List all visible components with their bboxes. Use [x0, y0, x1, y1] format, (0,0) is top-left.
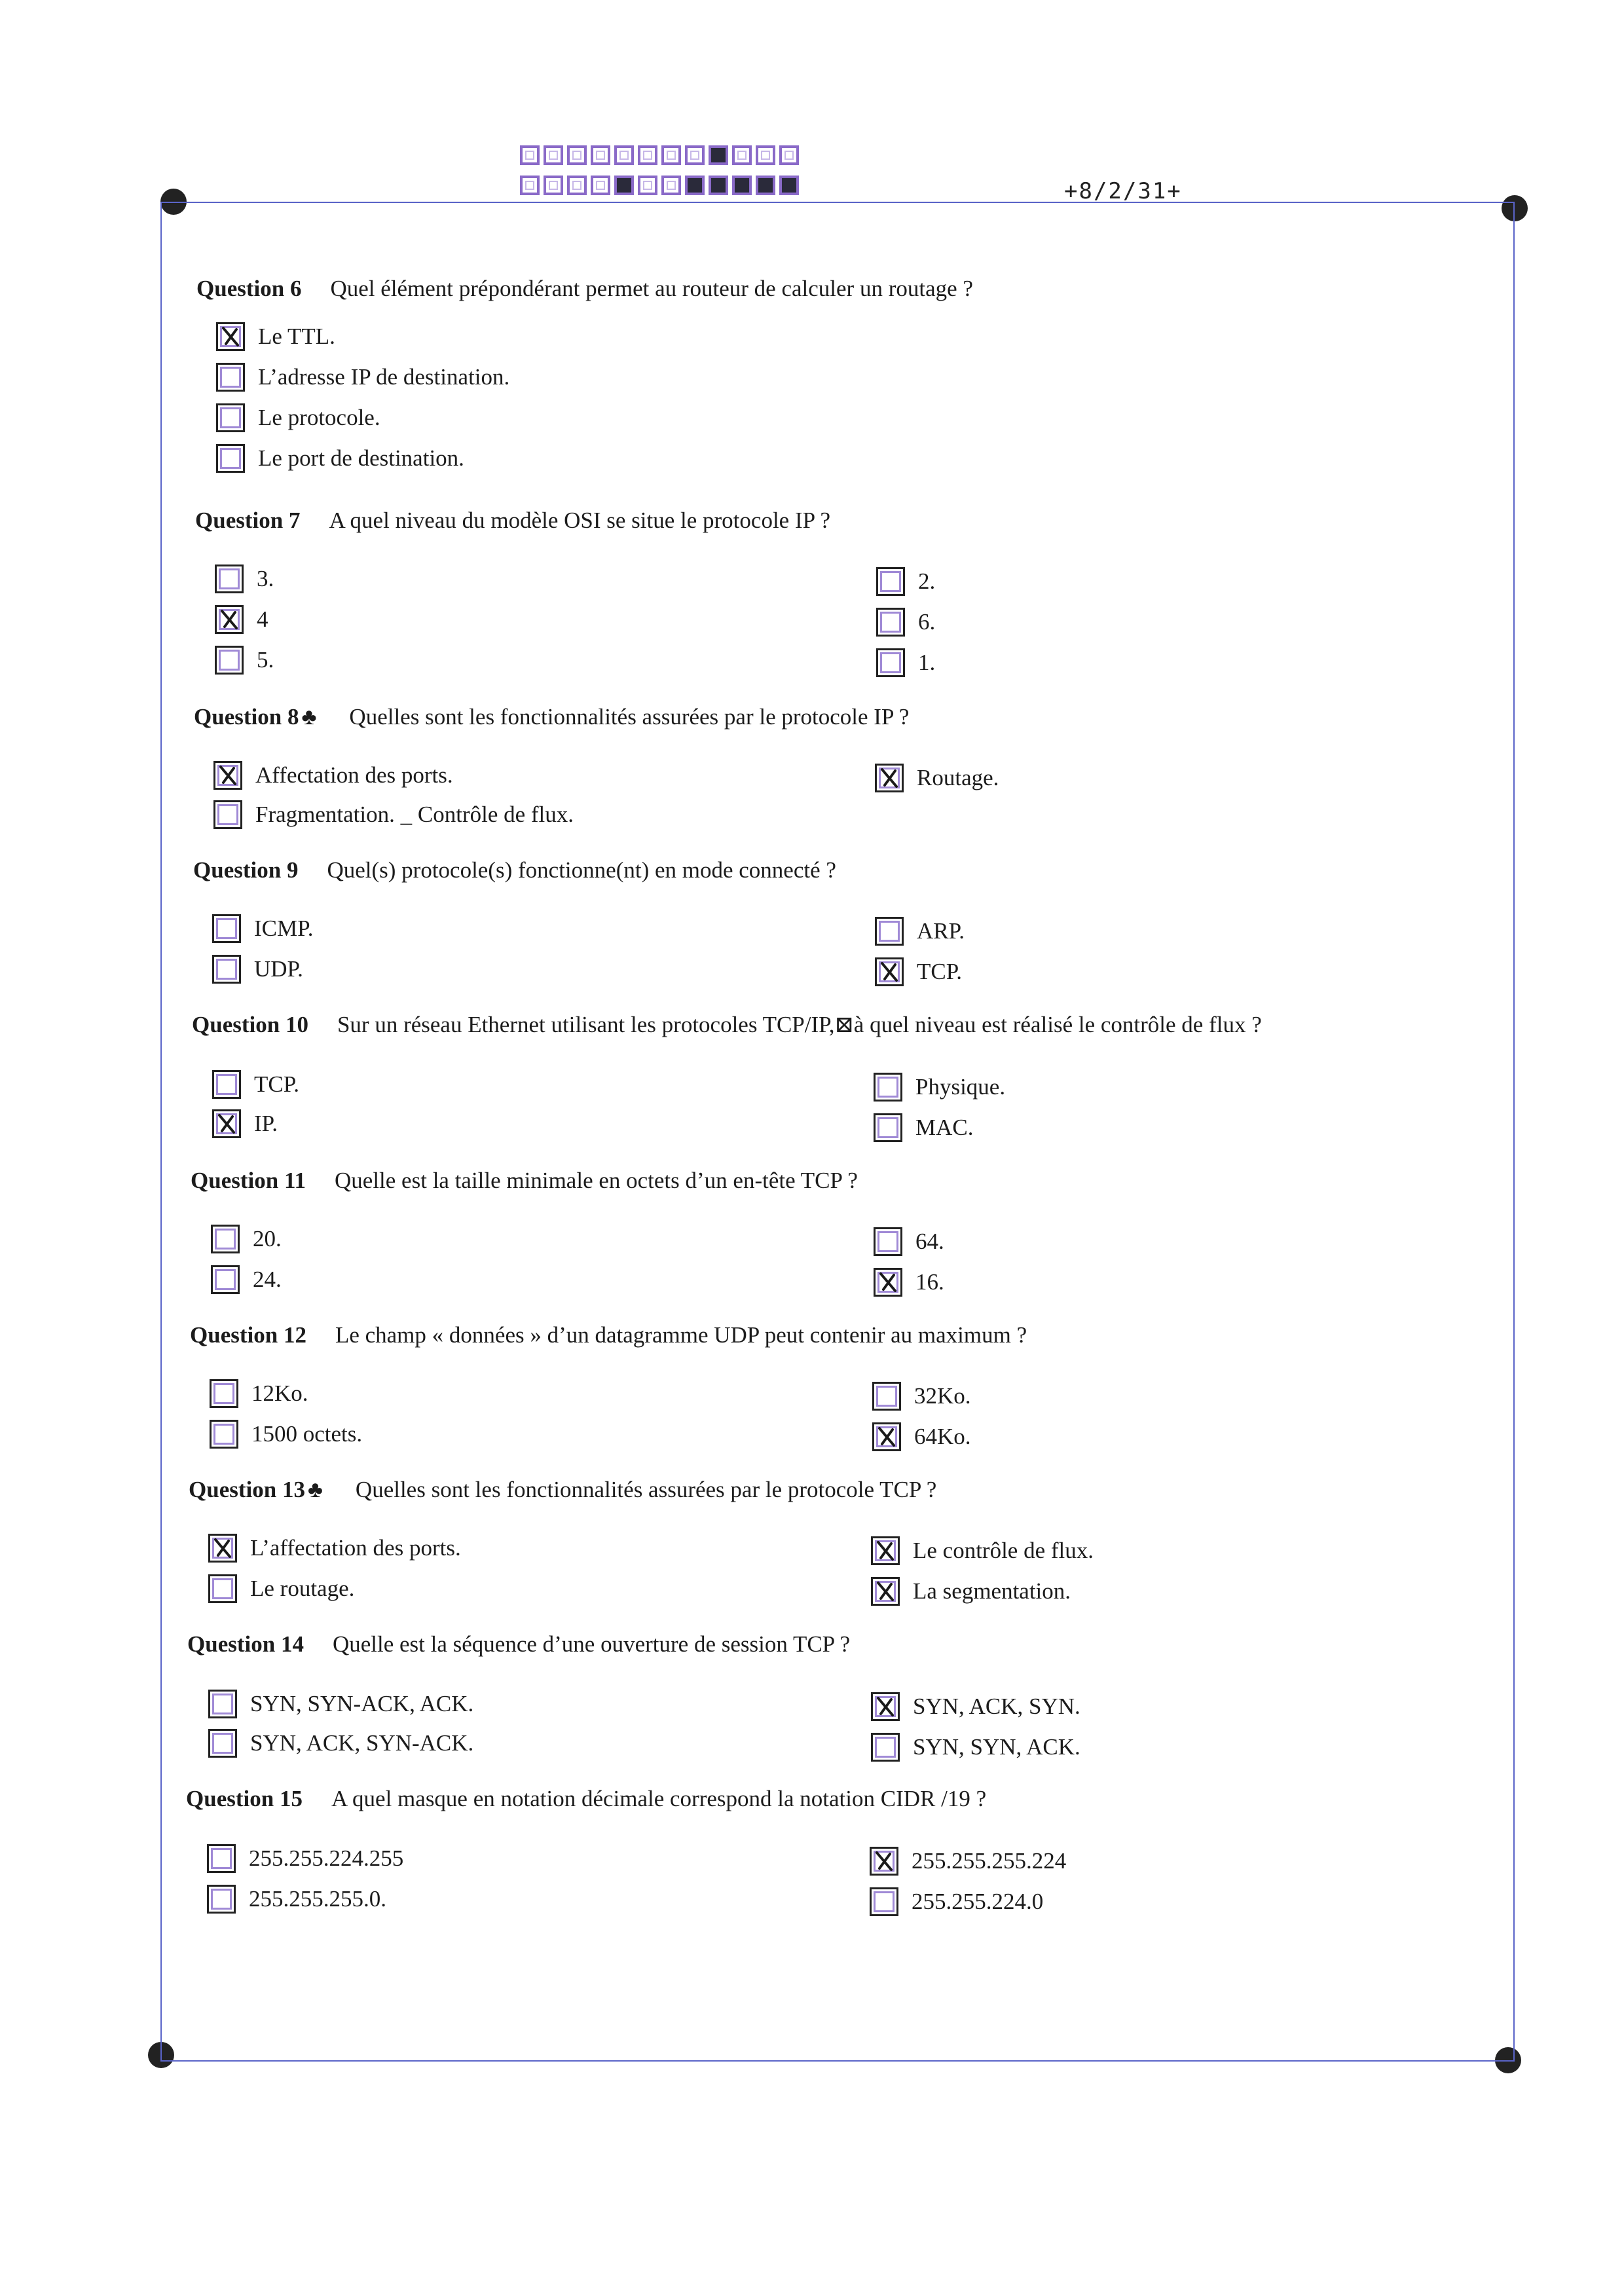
answer-label: 16. — [915, 1269, 944, 1295]
question-label: Question 8 ♣ — [194, 704, 317, 730]
answer-label: 3. — [257, 566, 274, 591]
checkbox[interactable] — [874, 1268, 902, 1297]
answer-label: 255.255.224.0 — [912, 1889, 1044, 1914]
check-mark-icon — [212, 1422, 236, 1447]
answer-label: MAC. — [915, 1115, 974, 1140]
barcode-cell — [661, 176, 681, 195]
answer-option[interactable] — [875, 957, 962, 986]
barcode-cell — [685, 145, 705, 165]
question-13 — [189, 1475, 936, 1505]
check-mark-icon — [878, 610, 903, 635]
barcode-cell — [591, 145, 610, 165]
checkbox[interactable] — [871, 1692, 900, 1721]
answer-option[interactable] — [875, 764, 999, 792]
question-label: Question 9 — [193, 857, 299, 883]
check-mark-icon — [873, 1538, 898, 1563]
answer-label: ARP. — [917, 918, 965, 944]
checkbox[interactable] — [208, 1690, 237, 1718]
answer-option[interactable] — [215, 646, 274, 675]
answer-option[interactable] — [208, 1574, 354, 1603]
answer-option[interactable] — [210, 1379, 308, 1408]
answer-label: 5. — [257, 647, 274, 673]
question-text: Quelles sont les fonctionnalités assurées par le protocole TCP ? — [355, 1477, 937, 1502]
answer-option[interactable] — [871, 1692, 1080, 1721]
barcode-cell — [614, 145, 634, 165]
answer-option[interactable] — [208, 1690, 473, 1718]
question-text: Quel(s) protocole(s) fonctionne(nt) en mode connecté ? — [327, 857, 836, 883]
answer-option[interactable] — [216, 363, 509, 392]
check-mark-icon — [872, 1889, 896, 1914]
checkbox[interactable] — [871, 1733, 900, 1762]
question-7 — [195, 506, 830, 536]
barcode-cell — [591, 176, 610, 195]
barcode-cell — [661, 145, 681, 165]
checkbox[interactable] — [215, 646, 244, 675]
page-frame — [160, 202, 1515, 2062]
answer-label: UDP. — [254, 956, 303, 982]
answer-label: TCP. — [917, 959, 963, 984]
barcode-cell — [614, 176, 634, 195]
checkbox[interactable] — [213, 761, 242, 790]
question-label: Question 13 ♣ — [189, 1477, 323, 1502]
check-mark-icon — [214, 916, 239, 941]
answer-option[interactable] — [212, 914, 313, 943]
answer-label: Physique. — [915, 1074, 1006, 1100]
answer-option[interactable] — [871, 1577, 1071, 1606]
page-barcode-row-2 — [520, 176, 803, 195]
barcode-cell — [520, 176, 540, 195]
answer-option[interactable] — [212, 955, 303, 984]
question-text: A quel masque en notation décimale correspond la notation CIDR /19 ? — [331, 1786, 987, 1811]
answer-option[interactable] — [208, 1729, 473, 1758]
answer-option[interactable] — [874, 1268, 944, 1297]
answer-label: 24. — [253, 1267, 282, 1292]
checkbox[interactable] — [211, 1225, 240, 1253]
checkbox[interactable] — [208, 1729, 237, 1758]
answer-option[interactable] — [876, 567, 935, 596]
check-mark-icon — [215, 763, 240, 788]
question-text: Quelle est la taille minimale en octets d’un en-tête TCP ? — [335, 1168, 858, 1193]
question-label: Question 7 — [195, 508, 301, 533]
answer-label: 64Ko. — [914, 1424, 971, 1449]
answer-label: 12Ko. — [251, 1380, 308, 1406]
answer-option[interactable] — [216, 403, 380, 432]
barcode-cell — [567, 176, 587, 195]
check-mark-icon — [210, 1692, 235, 1716]
question-label: Question 14 — [187, 1631, 304, 1657]
barcode-cell — [638, 176, 657, 195]
checkbox[interactable] — [870, 1847, 898, 1876]
answer-option[interactable] — [874, 1073, 1005, 1102]
answer-label: Le routage. — [250, 1576, 355, 1601]
answer-option[interactable] — [211, 1265, 282, 1294]
barcode-cell — [685, 176, 705, 195]
checkbox[interactable] — [212, 1109, 241, 1138]
answer-option[interactable] — [213, 800, 574, 829]
answer-label: 32Ko. — [914, 1383, 971, 1409]
check-mark-icon — [877, 766, 902, 790]
question-12 — [190, 1320, 1027, 1350]
answer-label: Le port de destination. — [258, 445, 464, 471]
checkbox[interactable] — [872, 1422, 901, 1451]
checkbox[interactable] — [876, 648, 905, 677]
barcode-cell — [567, 145, 587, 165]
check-mark-icon — [873, 1579, 898, 1604]
answer-option[interactable] — [870, 1847, 1066, 1876]
answer-option[interactable] — [212, 1070, 299, 1099]
checkbox[interactable] — [876, 567, 905, 596]
check-mark-icon — [873, 1735, 898, 1760]
answer-label: Le TTL. — [258, 324, 335, 349]
answer-label: 255.255.224.255 — [249, 1845, 404, 1871]
checkbox[interactable] — [875, 917, 904, 946]
barcode-cell — [709, 145, 728, 165]
answer-option[interactable] — [207, 1885, 386, 1914]
check-mark-icon — [874, 1384, 899, 1409]
checkbox[interactable] — [874, 1227, 902, 1256]
answer-option[interactable] — [216, 322, 335, 351]
question-label: Question 12 — [190, 1322, 306, 1348]
checkbox[interactable] — [207, 1885, 236, 1914]
question-8 — [194, 702, 909, 732]
question-11 — [191, 1166, 858, 1196]
check-mark-icon — [212, 1381, 236, 1406]
answer-option[interactable] — [874, 1227, 944, 1256]
check-mark-icon — [210, 1731, 235, 1756]
check-mark-icon — [876, 1270, 900, 1295]
checkbox[interactable] — [216, 403, 245, 432]
question-label: Question 6 — [196, 276, 302, 301]
answer-label: Le contrôle de flux. — [913, 1538, 1094, 1563]
question-text: A quel niveau du modèle OSI se situe le protocole IP ? — [329, 508, 831, 533]
checkbox[interactable] — [876, 608, 905, 637]
barcode-cell — [756, 176, 775, 195]
question-10 — [192, 1010, 1262, 1040]
answer-option[interactable] — [215, 605, 268, 634]
checkbox[interactable] — [874, 1073, 902, 1102]
checkbox[interactable] — [212, 914, 241, 943]
checkbox[interactable] — [215, 565, 244, 593]
barcode-cell — [520, 145, 540, 165]
check-mark-icon — [213, 1227, 238, 1251]
answer-label: 6. — [918, 609, 936, 635]
answer-label: IP. — [254, 1111, 278, 1136]
checkbox[interactable] — [212, 955, 241, 984]
answer-label: 4 — [257, 606, 268, 632]
checkbox[interactable] — [210, 1379, 238, 1408]
checkbox[interactable] — [216, 363, 245, 392]
barcode-cell — [779, 145, 799, 165]
answer-label: L’adresse IP de destination. — [258, 364, 510, 390]
checkbox[interactable] — [874, 1113, 902, 1142]
answer-option[interactable] — [207, 1844, 403, 1873]
answer-option[interactable] — [876, 608, 935, 637]
answer-option[interactable] — [876, 648, 935, 677]
check-mark-icon — [872, 1849, 896, 1874]
answer-label: Routage. — [917, 765, 999, 790]
page-barcode-row-1 — [520, 145, 803, 165]
answer-label: 2. — [918, 568, 936, 594]
answer-option[interactable] — [210, 1420, 362, 1449]
checkbox[interactable] — [216, 444, 245, 473]
check-mark-icon — [876, 1229, 900, 1254]
checkbox[interactable] — [871, 1577, 900, 1606]
check-mark-icon — [217, 566, 242, 591]
answer-label: Affectation des ports. — [255, 762, 453, 788]
check-mark-icon — [218, 446, 243, 471]
question-label: Question 11 — [191, 1168, 306, 1193]
check-mark-icon — [218, 405, 243, 430]
checkbox[interactable] — [213, 800, 242, 829]
checkbox[interactable] — [212, 1070, 241, 1099]
answer-option[interactable] — [874, 1113, 974, 1142]
check-mark-icon — [214, 957, 239, 982]
answer-label: ICMP. — [254, 916, 314, 941]
question-15 — [186, 1784, 986, 1814]
multiple-answer-club-icon: ♣ — [301, 704, 317, 730]
answer-label: 64. — [915, 1229, 944, 1254]
check-mark-icon — [209, 1887, 234, 1912]
answer-label: SYN, ACK, SYN-ACK. — [250, 1730, 474, 1756]
check-mark-icon — [873, 1694, 898, 1719]
checkbox[interactable] — [211, 1265, 240, 1294]
answer-option[interactable] — [871, 1536, 1094, 1565]
barcode-cell — [732, 145, 752, 165]
answer-label: SYN, SYN-ACK, ACK. — [250, 1691, 474, 1716]
check-mark-icon — [213, 1267, 238, 1292]
check-mark-icon — [876, 1115, 900, 1140]
checkbox[interactable] — [872, 1382, 901, 1411]
barcode-cell — [638, 145, 657, 165]
answer-option[interactable] — [211, 1225, 282, 1253]
question-9 — [193, 855, 836, 885]
answer-label: 255.255.255.224 — [912, 1848, 1067, 1874]
multiple-answer-club-icon: ♣ — [307, 1477, 323, 1502]
check-mark-icon — [878, 569, 903, 594]
barcode-cell — [756, 145, 775, 165]
question-text: Sur un réseau Ethernet utilisant les protocoles TCP/IP,⊠à quel niveau est réalisé le contrôle de flux ? — [337, 1012, 1262, 1037]
answer-label: 20. — [253, 1226, 282, 1251]
answer-label: SYN, ACK, SYN. — [913, 1694, 1080, 1719]
check-mark-icon — [218, 365, 243, 390]
question-label: Question 10 — [192, 1012, 308, 1037]
question-6 — [196, 274, 973, 304]
check-mark-icon — [218, 324, 243, 349]
checkbox[interactable] — [207, 1844, 236, 1873]
answer-label: Fragmentation. _ Contrôle de flux. — [255, 802, 574, 827]
question-text: Quel élément prépondérant permet au routeur de calculer un routage ? — [330, 276, 973, 301]
checkbox[interactable] — [875, 764, 904, 792]
answer-option[interactable] — [215, 565, 274, 593]
question-14 — [187, 1629, 850, 1659]
answer-option[interactable] — [212, 1109, 278, 1138]
answer-label: TCP. — [254, 1071, 300, 1097]
check-mark-icon — [874, 1424, 899, 1449]
barcode-cell — [544, 145, 563, 165]
answer-label: L’affectation des ports. — [250, 1535, 461, 1561]
check-mark-icon — [215, 802, 240, 827]
answer-option[interactable] — [213, 761, 453, 790]
check-mark-icon — [210, 1536, 235, 1561]
page-id: +8/2/31+ — [1064, 178, 1182, 204]
check-mark-icon — [217, 607, 242, 632]
checkbox[interactable] — [870, 1887, 898, 1916]
checkbox[interactable] — [208, 1534, 237, 1563]
check-mark-icon — [876, 1075, 900, 1100]
check-mark-icon — [214, 1072, 239, 1097]
question-text: Quelle est la séquence d’une ouverture de session TCP ? — [332, 1631, 851, 1657]
barcode-cell — [709, 176, 728, 195]
answer-label: Le protocole. — [258, 405, 380, 430]
answer-option[interactable] — [871, 1733, 1080, 1762]
checkbox[interactable] — [875, 957, 904, 986]
check-mark-icon — [877, 919, 902, 944]
answer-label: 1500 octets. — [251, 1421, 363, 1447]
answer-option[interactable] — [870, 1887, 1043, 1916]
answer-option[interactable] — [208, 1534, 461, 1563]
check-mark-icon — [214, 1111, 239, 1136]
check-mark-icon — [209, 1846, 234, 1871]
question-text: Le champ « données » d’un datagramme UDP peut contenir au maximum ? — [335, 1322, 1027, 1348]
answer-option[interactable] — [875, 917, 965, 946]
answer-option[interactable] — [872, 1422, 971, 1451]
question-text: Quelles sont les fonctionnalités assurées par le protocole IP ? — [349, 704, 910, 730]
check-mark-icon — [877, 959, 902, 984]
check-mark-icon — [210, 1576, 235, 1601]
checkbox[interactable] — [216, 322, 245, 351]
barcode-cell — [779, 176, 799, 195]
barcode-cell — [732, 176, 752, 195]
check-mark-icon — [878, 650, 903, 675]
question-label: Question 15 — [186, 1786, 303, 1811]
answer-label: La segmentation. — [913, 1578, 1071, 1604]
answer-label: 255.255.255.0. — [249, 1886, 386, 1912]
checkbox[interactable] — [208, 1574, 237, 1603]
answer-label: SYN, SYN, ACK. — [913, 1734, 1080, 1760]
check-mark-icon — [217, 648, 242, 673]
barcode-cell — [544, 176, 563, 195]
answer-label: 1. — [918, 650, 936, 675]
checkbox[interactable] — [215, 605, 244, 634]
checkbox[interactable] — [210, 1420, 238, 1449]
answer-option[interactable] — [216, 444, 464, 473]
checkbox[interactable] — [871, 1536, 900, 1565]
answer-option[interactable] — [872, 1382, 971, 1411]
